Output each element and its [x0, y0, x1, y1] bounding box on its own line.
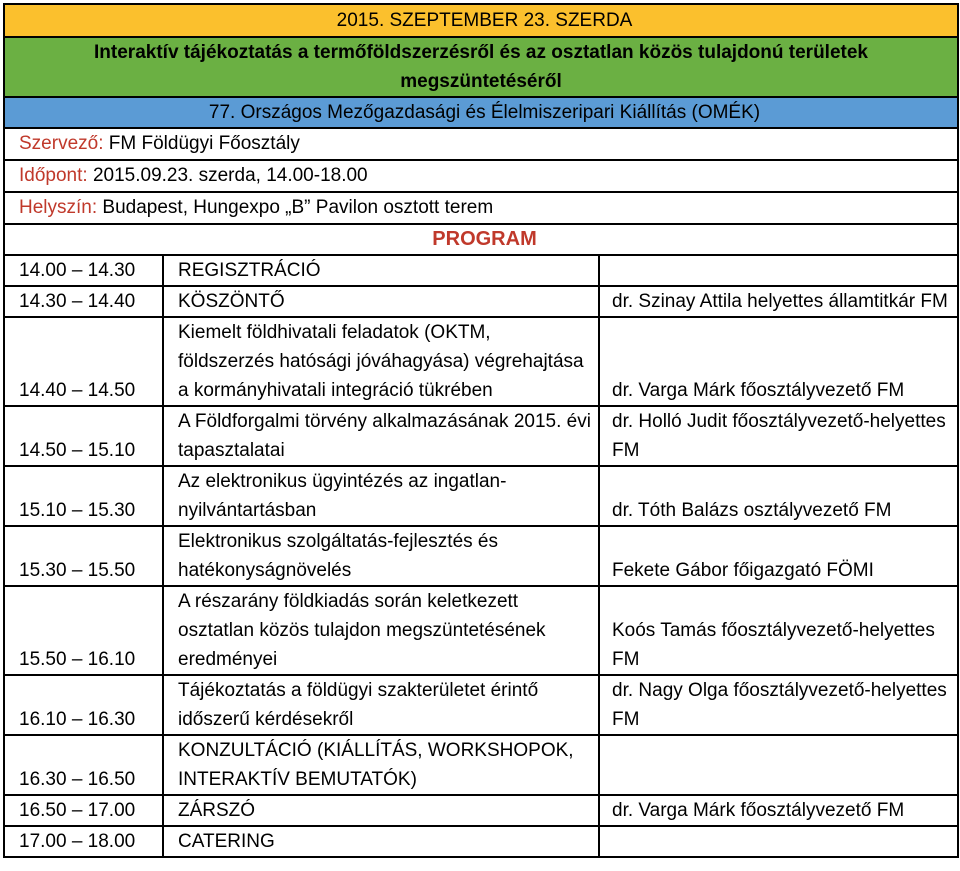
- date-header: 2015. SZEPTEMBER 23. SZERDA: [4, 4, 958, 37]
- speaker-cell: dr. Holló Judit főosztályvezető-helyettes FM: [599, 406, 958, 466]
- speaker-cell: dr. Varga Márk főosztályvezető FM: [599, 317, 958, 406]
- topic-cell: REGISZTRÁCIÓ: [163, 255, 599, 286]
- program-row: [4, 466, 958, 526]
- event-title: Interaktív tájékoztatás a termőföldszerzésről és az osztatlan közös tulajdonú területek megszüntetéséről: [4, 37, 958, 97]
- program-row: [4, 586, 958, 675]
- topic-cell: ZÁRSZÓ: [163, 795, 599, 826]
- program-row: [4, 675, 958, 735]
- time-cell: [4, 160, 958, 192]
- exhibition-name: 77. Országos Mezőgazdasági és Élelmiszeripari Kiállítás (OMÉK): [4, 97, 958, 128]
- speaker-cell: [599, 255, 958, 286]
- speaker-cell: [599, 826, 958, 857]
- topic-cell: Tájékoztatás a földügyi szakterületet érintő időszerű kérdésekről: [163, 675, 599, 735]
- location-value: Budapest, Hungexpo „B” Pavilon osztott terem: [102, 197, 494, 218]
- topic-cell: A Földforgalmi törvény alkalmazásának 2015. évi tapasztalatai: [163, 406, 599, 466]
- time-label: Időpont:: [19, 165, 88, 186]
- organizer-value: FM Földügyi Főosztály: [108, 133, 300, 154]
- location-cell: [4, 192, 958, 224]
- program-heading: PROGRAM: [4, 224, 958, 255]
- time-cell: 14.30 – 14.40: [4, 286, 163, 317]
- time-value: 2015.09.23. szerda, 14.00-18.00: [92, 165, 368, 186]
- program-row: [4, 826, 958, 857]
- time-cell: 14.50 – 15.10: [4, 406, 163, 466]
- program-table: [3, 3, 959, 858]
- speaker-cell: [599, 735, 958, 795]
- speaker-cell: dr. Szinay Attila helyettes államtitkár FM: [599, 286, 958, 317]
- time-cell: 16.10 – 16.30: [4, 675, 163, 735]
- program-row: [4, 406, 958, 466]
- topic-cell: A részarány földkiadás során keletkezett osztatlan közös tulajdon megszüntetésének eredményei: [163, 586, 599, 675]
- organizer-cell: [4, 128, 958, 160]
- program-row: [4, 255, 958, 286]
- program-heading-row: [4, 224, 958, 255]
- time-cell: 17.00 – 18.00: [4, 826, 163, 857]
- organizer-label: Szervező:: [19, 133, 104, 154]
- time-cell: 14.40 – 14.50: [4, 317, 163, 406]
- program-row: [4, 735, 958, 795]
- time-cell: 16.30 – 16.50: [4, 735, 163, 795]
- date-header-row: [4, 4, 958, 37]
- program-rows: [4, 255, 958, 857]
- topic-cell: Kiemelt földhivatali feladatok (OKTM, földszerzés hatósági jóváhagyása) végrehajtása a kormányhivatali integráció tükrében: [163, 317, 599, 406]
- topic-cell: Az elektronikus ügyintézés az ingatlan-nyilvántartásban: [163, 466, 599, 526]
- location-label: Helyszín:: [19, 197, 98, 218]
- time-row: [4, 160, 958, 192]
- topic-cell: KONZULTÁCIÓ (KIÁLLÍTÁS, WORKSHOPOK, INTERAKTÍV BEMUTATÓK): [163, 735, 599, 795]
- exhibition-header-row: [4, 97, 958, 128]
- speaker-cell: Fekete Gábor főigazgató FÖMI: [599, 526, 958, 586]
- speaker-cell: dr. Nagy Olga főosztályvezető-helyettes FM: [599, 675, 958, 735]
- topic-cell: KÖSZÖNTŐ: [163, 286, 599, 317]
- time-cell: 14.00 – 14.30: [4, 255, 163, 286]
- topic-cell: Elektronikus szolgáltatás-fejlesztés és hatékonyságnövelés: [163, 526, 599, 586]
- time-cell: 15.50 – 16.10: [4, 586, 163, 675]
- speaker-cell: dr. Tóth Balázs osztályvezető FM: [599, 466, 958, 526]
- program-row: [4, 286, 958, 317]
- time-cell: 16.50 – 17.00: [4, 795, 163, 826]
- program-row: [4, 795, 958, 826]
- program-row: [4, 526, 958, 586]
- location-row: [4, 192, 958, 224]
- title-header-row: [4, 37, 958, 97]
- speaker-cell: Koós Tamás főosztályvezető-helyettes FM: [599, 586, 958, 675]
- topic-cell: CATERING: [163, 826, 599, 857]
- speaker-cell: dr. Varga Márk főosztályvezető FM: [599, 795, 958, 826]
- time-cell: 15.30 – 15.50: [4, 526, 163, 586]
- program-row: [4, 317, 958, 406]
- organizer-row: [4, 128, 958, 160]
- time-cell: 15.10 – 15.30: [4, 466, 163, 526]
